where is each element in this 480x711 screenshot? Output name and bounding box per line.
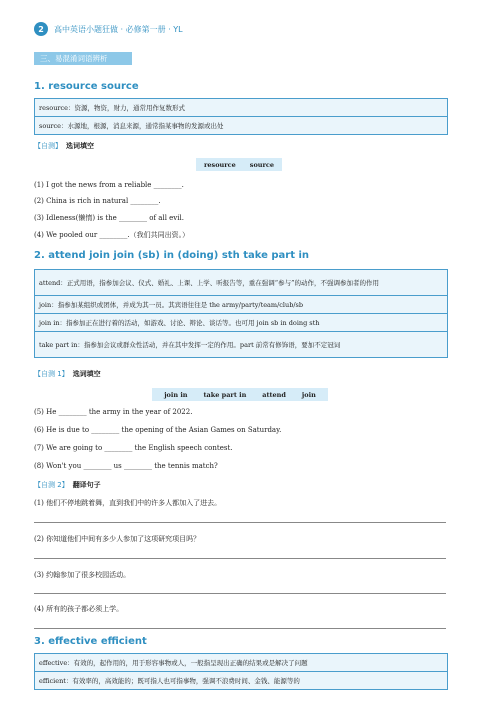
group2-exercise-tag-2 bbox=[34, 480, 101, 490]
group3-title: 3. effective efficient bbox=[34, 636, 147, 647]
instruction: 选词填空 bbox=[72, 370, 101, 378]
definition-row: source：水源地，根源，消息来源，通常指某事物的发源或出处 bbox=[39, 122, 224, 130]
self-test-tag: 【自测】 bbox=[34, 142, 62, 150]
question: (3) Idleness(懒惰) is the ________ of all evil. bbox=[34, 214, 184, 222]
book-title: 高中英语小题狂做 · 必修第一册 · YL bbox=[54, 24, 183, 34]
question: (2) China is rich in natural ________. bbox=[34, 197, 161, 205]
page-header bbox=[34, 22, 183, 36]
word-bank-item: join in bbox=[164, 390, 188, 399]
definition-row: effective：有效的，起作用的，用于形容事物或人，一般指呈现出正确的结果或是解决了问题 bbox=[35, 654, 447, 672]
definition-row: join in：指参加正在进行着的活动，如游戏、讨论、辩论、谈话等。也可用 join sb in doing sth bbox=[35, 314, 447, 332]
group2-definition-table bbox=[34, 269, 448, 358]
question: (4) We pooled our ________.（我们共同出资。） bbox=[34, 231, 190, 239]
group1-exercise-tag bbox=[34, 141, 94, 151]
question: (8) Won't you ________ us ________ the tennis match? bbox=[34, 462, 218, 470]
translation-question: (2) 你知道他们中间有多少人参加了这项研究项目吗？ bbox=[34, 535, 201, 543]
answer-line bbox=[34, 628, 446, 629]
self-test-tag: 【自测 2】 bbox=[34, 481, 69, 489]
answer-line bbox=[34, 558, 446, 559]
self-test-tag: 【自测 1】 bbox=[34, 370, 69, 378]
group2-exercise-tag-1 bbox=[34, 369, 101, 379]
question: (5) He ________ the army in the year of 2022. bbox=[34, 408, 193, 416]
instruction: 翻译句子 bbox=[72, 481, 101, 489]
instruction: 选词填空 bbox=[66, 142, 94, 150]
question: (6) He is due to ________ the opening of the Asian Games on Saturday. bbox=[34, 426, 282, 434]
definition-row: attend：正式用语，指参加会议、仪式、婚礼、上课、上学、听报告等，重在强调“参与”的动作，不强调参加者的作用 bbox=[35, 270, 447, 296]
word-bank-item: join bbox=[301, 390, 316, 399]
word-bank-item: take part in bbox=[203, 390, 247, 399]
definition-row: take part in：指参加会议或群众性活动，并在其中发挥一定的作用。part 前常有修饰语，要加不定冠词 bbox=[39, 341, 341, 349]
definition-row: resource：资源，物资，财力，通常用作复数形式 bbox=[35, 99, 447, 117]
question: (1) I got the news from a reliable ________. bbox=[34, 181, 184, 189]
word-bank-item: resource bbox=[203, 160, 236, 169]
question: (7) We are going to ________ the English speech contest. bbox=[34, 444, 233, 452]
word-bank-item: attend bbox=[262, 390, 286, 399]
group2-title: 2. attend join join (sb) in (doing) sth take part in bbox=[34, 250, 310, 261]
section-label: 三、易混淆词语辨析 bbox=[34, 52, 132, 65]
group2-word-bank bbox=[152, 388, 328, 401]
page-number: 2 bbox=[34, 22, 48, 36]
group3-definition-table bbox=[34, 653, 448, 690]
translation-question: (4) 所有的孩子都必须上学。 bbox=[34, 605, 124, 613]
translation-question: (3) 约翰参加了很多校园活动。 bbox=[34, 571, 131, 579]
word-bank-item: source bbox=[249, 160, 275, 169]
group1-title: 1. resource source bbox=[34, 81, 139, 92]
group1-definition-table bbox=[34, 98, 448, 135]
answer-line bbox=[34, 593, 446, 594]
definition-row: join：指参加某组织或团体，并成为其一员。其宾语往往是 the army/party/team/club/sb bbox=[35, 296, 447, 314]
answer-line bbox=[34, 522, 446, 523]
group1-word-bank bbox=[196, 158, 282, 171]
translation-question: (1) 他们不停地跳着舞，直到我们中的许多人都加入了进去。 bbox=[34, 499, 222, 507]
definition-row: efficient：有效率的，高效能的；既可指人也可指事物，强调不浪费时间、金钱、能源等的 bbox=[39, 677, 300, 685]
